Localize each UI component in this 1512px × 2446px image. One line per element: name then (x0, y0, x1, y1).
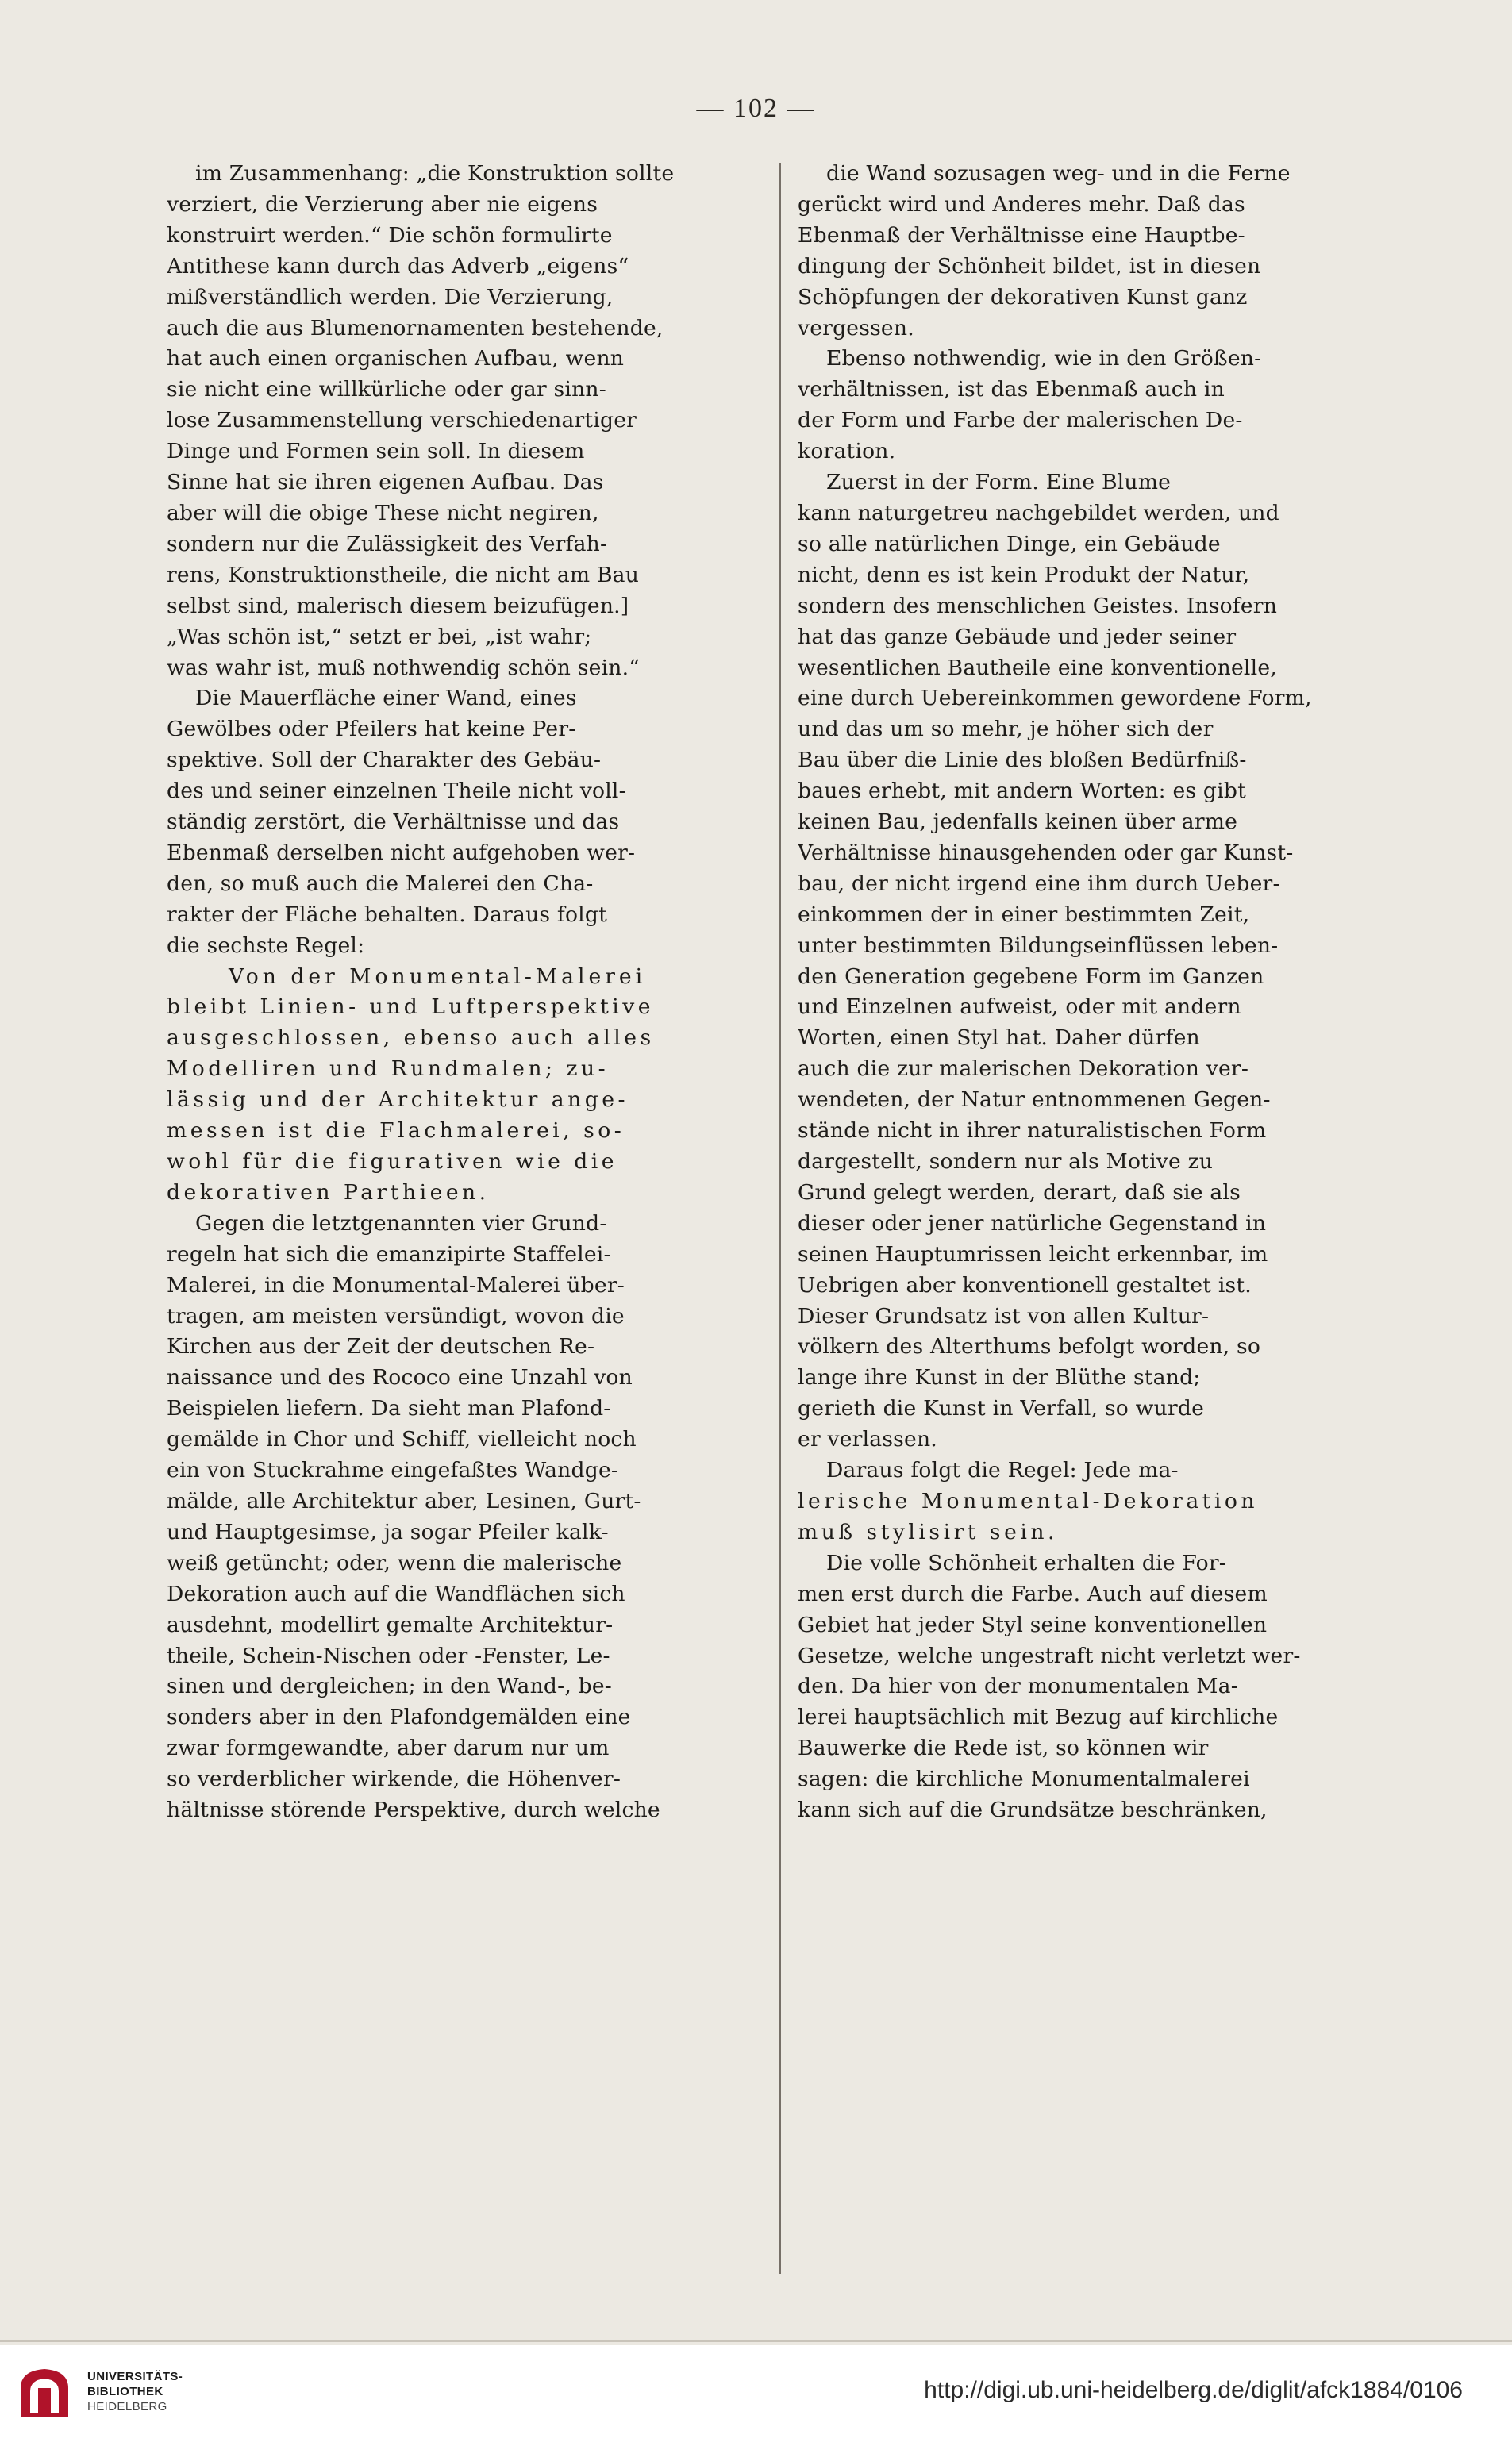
text-line: Gewölbes oder Pfeilers hat keine Per- (167, 717, 576, 742)
text-line: sondern nur die Zulässigkeit des Verfah- (167, 531, 608, 556)
text-line: einkommen der in einer bestimmten Zeit, (798, 902, 1250, 927)
paragraph (798, 159, 1417, 344)
text-line: ausgeschlossen, ebenso auch alles (167, 1025, 655, 1051)
text-line: verhältnissen, ist das Ebenmaß auch in (798, 377, 1225, 402)
text-line: bau, der nicht irgend eine ihm durch Ueber- (798, 871, 1280, 896)
text-line: sagen: die kirchliche Monumentalmalerei (798, 1767, 1250, 1792)
text-line: wohl für die figurativen wie die (167, 1149, 618, 1174)
text-line: dargestellt, sondern nur als Motive zu (798, 1149, 1214, 1174)
text-line: spektive. Soll der Charakter des Gebäu- (167, 748, 602, 773)
university-logo-icon (16, 2364, 73, 2421)
text-line: wendeten, der Natur entnommenen Gegen- (798, 1087, 1271, 1113)
text-line: konstruirt werden.“ Die schön formulirte (167, 222, 613, 248)
text-line: hat auch einen organischen Aufbau, wenn (167, 346, 625, 371)
text-line: Von der Monumental-Malerei (229, 963, 647, 989)
text-line: hältnisse störende Perspektive, durch welche (167, 1798, 660, 1823)
emphasized-rule (167, 962, 786, 1209)
text-line: Beispielen liefern. Da sieht man Plafond- (167, 1396, 611, 1421)
text-line: Gesetze, welche ungestraft nicht verletzt wer- (798, 1643, 1301, 1668)
text-line: sonders aber in den Plafondgemälden eine (167, 1705, 631, 1730)
text-line: Sinne hat sie ihren eigenen Aufbau. Das (167, 470, 604, 495)
text-line: theile, Schein-Nischen oder -Fenster, Le- (167, 1643, 610, 1668)
text-line: seinen Hauptumrissen leicht erkennbar, im (798, 1241, 1268, 1267)
text-line: Malerei, in die Monumental-Malerei über- (167, 1272, 625, 1298)
text-line: Ebenmaß der Verhältnisse eine Hauptbe- (798, 222, 1245, 248)
text-line: nicht, denn es ist kein Produkt der Natur, (798, 562, 1250, 587)
text-line: auch die aus Blumenornamenten bestehende, (167, 315, 664, 340)
text-line: muß stylisirt sein. (798, 1519, 1058, 1544)
text-line: rens, Konstruktionstheile, die nicht am Bau (167, 562, 640, 587)
text-line: Daraus folgt die Regel: Jede ma- (826, 1458, 1179, 1483)
text-line: Kirchen aus der Zeit der deutschen Re- (167, 1334, 595, 1360)
text-line: Verhältnisse hinausgehenden oder gar Kunst- (798, 840, 1294, 865)
text-line: Grund gelegt werden, derart, daß sie als (798, 1179, 1241, 1205)
paragraph (798, 467, 1417, 1456)
text-line: messen ist die Flachmalerei, so- (167, 1118, 625, 1144)
paragraph (798, 344, 1417, 467)
text-line: zwar formgewandte, aber darum nur um (167, 1736, 610, 1761)
column-divider (779, 163, 781, 2274)
footer-divider (0, 2340, 1512, 2342)
text-line: den. Da hier von der monumentalen Ma- (798, 1674, 1238, 1699)
paragraph (167, 1209, 786, 1826)
text-line: weiß getüncht; oder, wenn die malerische (167, 1550, 622, 1575)
text-line: Worten, einen Styl hat. Daher dürfen (798, 1025, 1200, 1051)
paragraph (167, 683, 786, 961)
text-line: auch die zur malerischen Dekoration ver- (798, 1056, 1249, 1082)
text-line: gerückt wird und Anderes mehr. Daß das (798, 191, 1245, 217)
text-line: Antithese kann durch das Adverb „eigens“ (167, 253, 629, 279)
text-line: ausdehnt, modellirt gemalte Architektur- (167, 1612, 614, 1637)
text-line: lose Zusammenstellung verschiedenartiger (167, 408, 637, 433)
text-line: ständig zerstört, die Verhältnisse und das (167, 810, 620, 835)
text-line: gemälde in Chor und Schiff, vielleicht noch (167, 1427, 637, 1452)
text-line: Ebenso nothwendig, wie in den Größen- (826, 346, 1262, 371)
text-line: Die volle Schönheit erhalten die For- (826, 1550, 1226, 1575)
text-line: rakter der Fläche behalten. Daraus folgt (167, 902, 607, 927)
text-line: sondern des menschlichen Geistes. Insofern (798, 593, 1278, 618)
text-line: Dieser Grundsatz ist von allen Kultur- (798, 1303, 1210, 1329)
text-line: selbst sind, malerisch diesem beizufügen.] (167, 593, 629, 618)
library-name-line: HEIDELBERG (87, 2400, 167, 2413)
page-number: — 102 — (696, 94, 816, 123)
text-line: ein von Stuckrahme eingefaßtes Wandge- (167, 1458, 619, 1483)
text-line: Modelliren und Rundmalen; zu- (167, 1056, 610, 1082)
text-line: vergessen. (798, 315, 914, 340)
text-line: Gegen die letztgenannten vier Grund- (195, 1210, 607, 1236)
text-line: völkern des Alterthums befolgt worden, so (798, 1334, 1261, 1360)
text-line: den Generation gegebene Form im Ganzen (798, 963, 1264, 989)
footer-bar (0, 2345, 1512, 2446)
text-line: lange ihre Kunst in der Blüthe stand; (798, 1365, 1201, 1390)
text-line: mälde, alle Architektur aber, Lesinen, Gurt- (167, 1488, 641, 1513)
text-line: dieser oder jener natürliche Gegenstand in (798, 1210, 1267, 1236)
permalink-url[interactable]: http://digi.ub.uni-heidelberg.de/diglit/afck1884/0106 (924, 2377, 1463, 2403)
text-line: unter bestimmten Bildungseinflüssen leben- (798, 933, 1279, 958)
text-line: lässig und der Architektur ange- (167, 1087, 629, 1113)
text-line: aber will die obige These nicht negiren, (167, 500, 599, 525)
text-line: Zuerst in der Form. Eine Blume (826, 470, 1172, 495)
text-line: baues erhebt, mit andern Worten: es gibt (798, 779, 1246, 804)
paragraph (798, 1548, 1417, 1826)
text-line: Ebenmaß derselben nicht aufgehoben wer- (167, 840, 636, 865)
text-line: Dekoration auch auf die Wandflächen sich (167, 1581, 625, 1606)
text-line: tragen, am meisten versündigt, wovon die (167, 1303, 625, 1329)
text-line: lerei hauptsächlich mit Bezug auf kirchliche (798, 1705, 1279, 1730)
text-line: men erst durch die Farbe. Auch auf diesem (798, 1581, 1268, 1606)
text-line: Dinge und Formen sein soll. In diesem (167, 439, 585, 464)
text-line: Uebrigen aber konventionell gestaltet ist. (798, 1272, 1252, 1298)
text-line: mißverständlich werden. Die Verzierung, (167, 284, 614, 310)
text-line: dingung der Schönheit bildet, ist in diesen (798, 253, 1261, 279)
text-line: regeln hat sich die emanzipirte Staffelei- (167, 1241, 611, 1267)
text-line: Gebiet hat jeder Styl seine konventionellen (798, 1612, 1268, 1637)
text-line: koration. (798, 439, 896, 464)
text-line: Die Mauerfläche einer Wand, eines (195, 686, 577, 711)
right-column (798, 159, 1417, 1826)
text-line: so verderblicher wirkende, die Höhenver- (167, 1767, 621, 1792)
text-line: im Zusammenhang: „die Konstruktion sollte (195, 161, 675, 186)
text-line: die Wand sozusagen weg- und in die Ferne (826, 161, 1291, 186)
paragraph (167, 159, 786, 683)
text-line: dekorativen Parthieen. (167, 1179, 490, 1205)
library-name-line: UNIVERSITÄTS- (87, 2370, 183, 2383)
text-line: was wahr ist, muß nothwendig schön sein.“ (167, 655, 641, 680)
text-line: verziert, die Verzierung aber nie eigens (167, 191, 598, 217)
text-line: Schöpfungen der dekorativen Kunst ganz (798, 284, 1248, 310)
text-line: „Was schön ist,“ setzt er bei, „ist wahr; (167, 624, 592, 649)
text-line: eine durch Uebereinkommen gewordene Form, (798, 686, 1312, 711)
text-line: und Hauptgesimse, ja sogar Pfeiler kalk- (167, 1519, 609, 1544)
text-line: der Form und Farbe der malerischen De- (798, 408, 1243, 433)
text-line: die sechste Regel: (167, 933, 365, 958)
text-line: sinen und dergleichen; in den Wand-, be- (167, 1674, 612, 1699)
text-line: kann naturgetreu nachgebildet werden, und (798, 500, 1279, 525)
text-line: bleibt Linien- und Luftperspektive (167, 994, 655, 1020)
text-line: hat das ganze Gebäude und jeder seiner (798, 624, 1237, 649)
text-line: kann sich auf die Grundsätze beschränken, (798, 1798, 1268, 1823)
library-name-line: BIBLIOTHEK (87, 2385, 164, 2398)
text-line: naissance und des Rococo eine Unzahl von (167, 1365, 633, 1390)
text-line: lerische Monumental-Dekoration (798, 1488, 1259, 1513)
text-line: keinen Bau, jedenfalls keinen über arme (798, 810, 1238, 835)
text-line: stände nicht in ihrer naturalistischen Form (798, 1118, 1267, 1144)
text-line: Bauwerke die Rede ist, so können wir (798, 1736, 1209, 1761)
paragraph (798, 1456, 1417, 1486)
text-line: und Einzelnen aufweist, oder mit andern (798, 994, 1241, 1020)
text-line: gerieth die Kunst in Verfall, so wurde (798, 1396, 1205, 1421)
text-line: und das um so mehr, je höher sich der (798, 717, 1214, 742)
text-line: den, so muß auch die Malerei den Cha- (167, 871, 594, 896)
text-line: er verlassen. (798, 1427, 937, 1452)
text-line: Bau über die Linie des bloßen Bedürfniß- (798, 748, 1247, 773)
left-column (167, 159, 786, 1826)
library-name (87, 2369, 183, 2414)
emphasized-rule (798, 1486, 1417, 1548)
text-line: so alle natürlichen Dinge, ein Gebäude (798, 531, 1221, 556)
text-line: des und seiner einzelnen Theile nicht voll- (167, 779, 626, 804)
text-line: wesentlichen Bautheile eine konventionelle, (798, 655, 1277, 680)
text-line: sie nicht eine willkürliche oder gar sinn- (167, 377, 606, 402)
